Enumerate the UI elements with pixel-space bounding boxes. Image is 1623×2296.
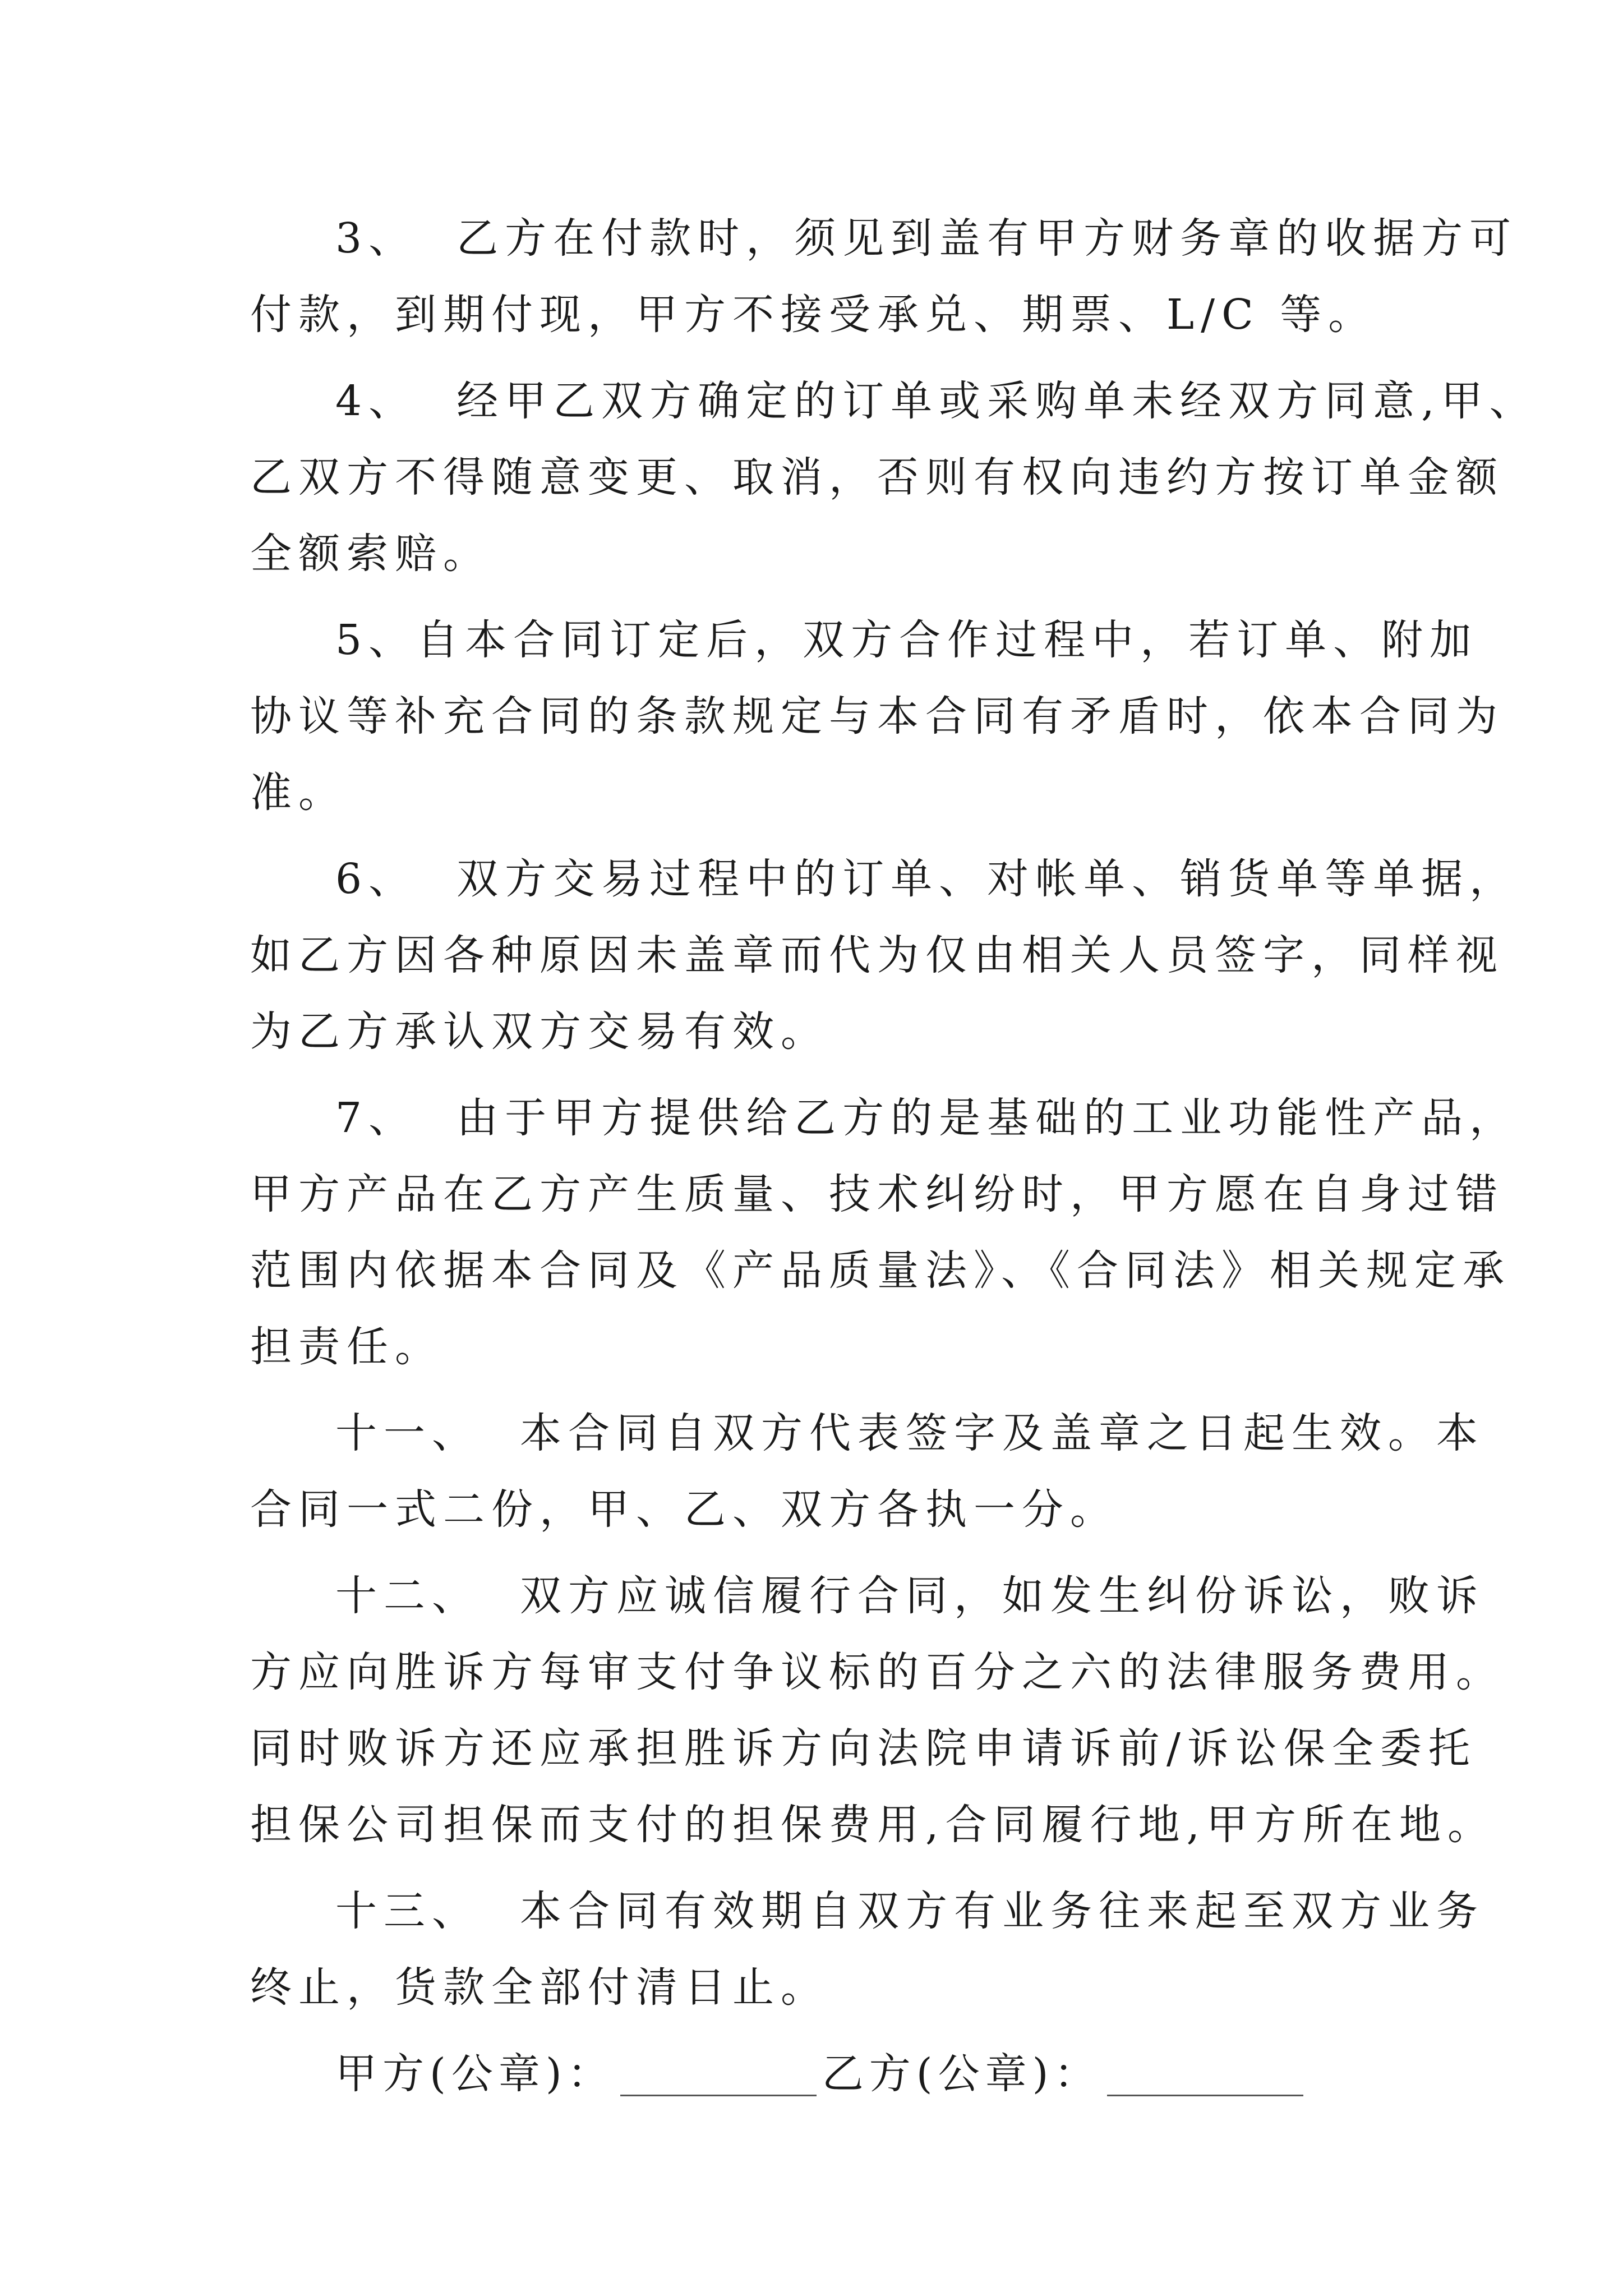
- clause-12-line-3: 同时败诉方还应承担胜诉方向法院申请诉前/诉讼保全委托: [250, 1724, 1477, 1773]
- clause-4-line-1: 4、 经甲乙双方确定的订单或采购单未经双方同意,甲、: [335, 377, 1538, 425]
- party-a-seal-blank: [620, 2061, 817, 2096]
- party-b-seal-blank: [1107, 2061, 1303, 2096]
- clause-11-line-1: 十一、 本合同自双方代表签字及盖章之日起生效。本: [335, 1409, 1485, 1457]
- clause-7-line-1: 7、 由于甲方提供给乙方的是基础的工业功能性产品，: [335, 1094, 1518, 1142]
- clause-12-line-1: 十二、 双方应诚信履行合同，如发生纠份诉讼，败诉: [335, 1572, 1485, 1620]
- clause-12-line-2: 方应向胜诉方每审支付争议标的百分之六的法律服务费用。: [250, 1648, 1504, 1696]
- clause-5-line-1: 5、自本合同订定后，双方合作过程中，若订单、附加: [335, 616, 1478, 664]
- clause-4-line-3: 全额索赔。: [250, 530, 491, 578]
- clause-3-line-2: 付款，到期付现，甲方不接受承兑、期票、L/C 等。: [250, 291, 1377, 339]
- clause-7-line-4: 担责任。: [250, 1323, 443, 1371]
- party-b-seal-label: 乙方(公章)：: [822, 2050, 1101, 2098]
- clause-6-line-1: 6、 双方交易过程中的订单、对帐单、销货单等单据，: [335, 855, 1518, 903]
- clause-4-line-2: 乙双方不得随意变更、取消，否则有权向违约方按订单金额: [250, 453, 1504, 501]
- signature-row: [335, 2043, 1309, 2105]
- clause-5-line-2: 协议等补充合同的条款规定与本合同有矛盾时，依本合同为: [250, 692, 1504, 740]
- clause-6-line-2: 如乙方因各种原因未盖章而代为仅由相关人员签字，同样视: [250, 931, 1504, 979]
- clause-13-line-1: 十三、 本合同有效期自双方有业务往来起至双方业务: [335, 1887, 1485, 1935]
- party-a-seal-label: 甲方(公章)：: [335, 2050, 615, 2098]
- clause-13-line-2: 终止，货款全部付清日止。: [250, 1963, 829, 2012]
- clause-7-line-2: 甲方产品在乙方产生质量、技术纠纷时，甲方愿在自身过错: [250, 1170, 1504, 1218]
- clause-3-line-1: 3、 乙方在付款时，须见到盖有甲方财务章的收据方可: [335, 214, 1518, 263]
- clause-12-line-4: 担保公司担保而支付的担保费用,合同履行地,甲方所在地。: [250, 1801, 1496, 1849]
- clause-5-line-3: 准。: [250, 769, 347, 817]
- clause-6-line-3: 为乙方承认双方交易有效。: [250, 1007, 829, 1056]
- clause-7-line-3: 范围内依据本合同及《产品质量法》、《合同法》相关规定承: [250, 1246, 1511, 1295]
- clause-11-line-2: 合同一式二份，甲、乙、双方各执一分。: [250, 1485, 1118, 1534]
